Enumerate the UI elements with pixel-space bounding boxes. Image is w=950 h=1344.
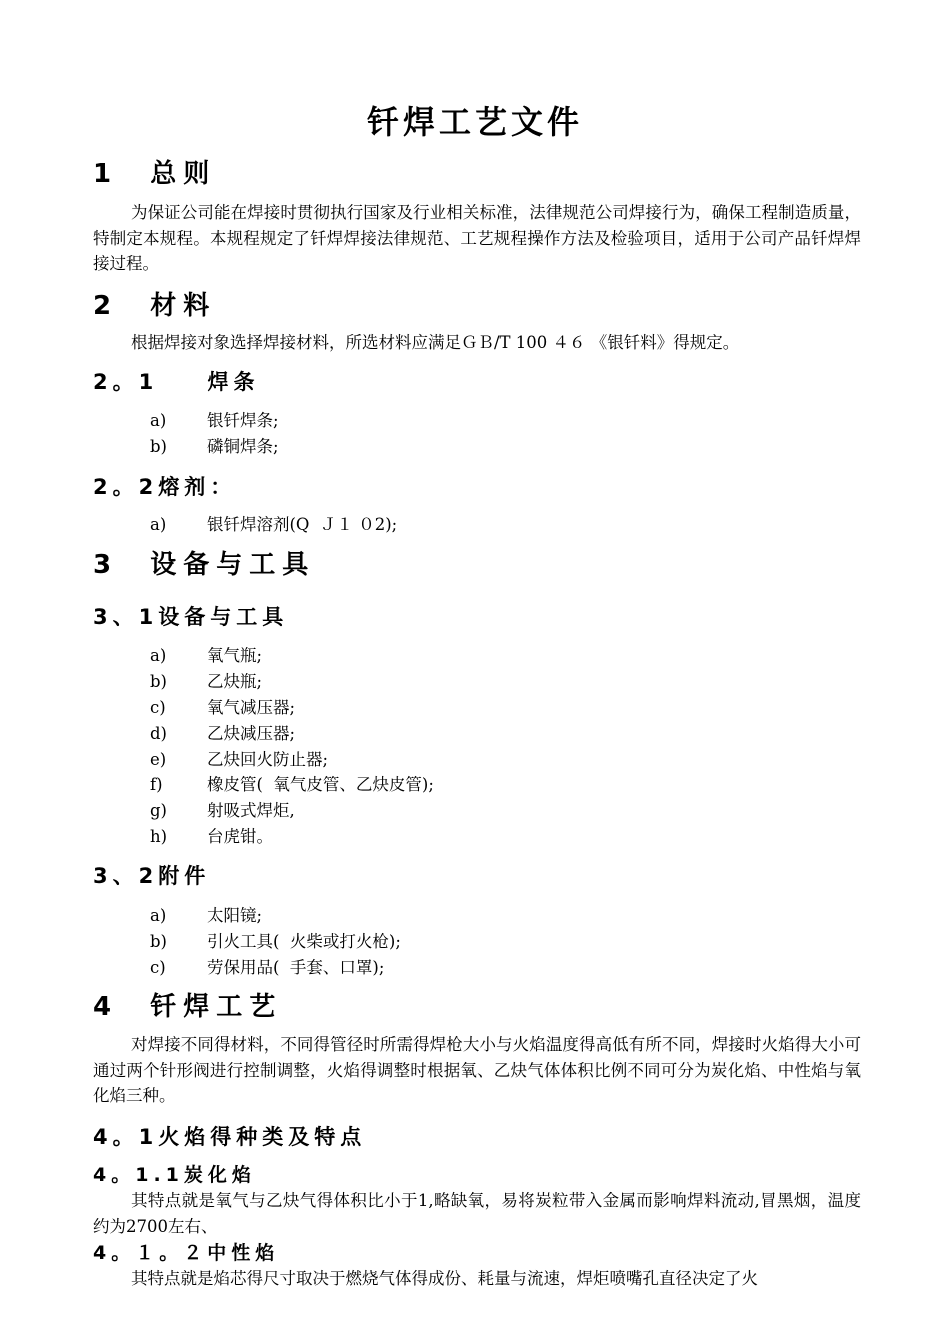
section-3-1-heading: 3、1设备与工具 bbox=[93, 605, 289, 629]
section-4-1-heading: 4。1火焰得种类及特点 bbox=[93, 1125, 367, 1149]
section-2-heading: 2 材料 bbox=[93, 291, 217, 321]
flux-list bbox=[150, 512, 397, 538]
list-item: c) 氧气减压器; bbox=[150, 697, 296, 717]
section-3-2-heading: 3、2附件 bbox=[93, 864, 211, 888]
section-4-1-2-heading: 4。１。２中性焰 bbox=[93, 1242, 280, 1264]
electrode-list bbox=[150, 408, 279, 460]
list-item: g) 射吸式焊炬, bbox=[150, 801, 295, 821]
section-3-heading: 3 设备与工具 bbox=[93, 550, 316, 580]
accessory-list bbox=[150, 903, 401, 981]
section-1-paragraph: 为保证公司能在焊接时贯彻执行国家及行业相关标准，法律规范公司焊接行为，确保工程制造质量，特制定本规程。本规程规定了钎焊焊接法律规范、工艺规程操作方法及检验项目，适用于公司产品钎焊焊接过程。 bbox=[93, 203, 861, 273]
equipment-list bbox=[150, 643, 434, 850]
list-item: b) 引火工具( 火柴或打火枪); bbox=[150, 931, 401, 951]
list-item: c) 劳保用品( 手套、口罩); bbox=[150, 957, 385, 977]
list-item: h) 台虎钳。 bbox=[150, 827, 273, 847]
list-item: d) 乙炔减压器; bbox=[150, 723, 296, 743]
section-4-heading: 4 钎焊工艺 bbox=[93, 992, 283, 1022]
section-2-2-heading: 2。2熔剂： bbox=[93, 475, 237, 499]
list-item: a) 银钎焊条; bbox=[150, 411, 279, 430]
list-item: a) 太阳镜; bbox=[150, 906, 263, 925]
section-2-1-heading: 2。1 焊条 bbox=[93, 370, 260, 394]
list-item: b) 磷铜焊条; bbox=[150, 436, 279, 456]
section-4-1-1-paragraph: 其特点就是氧气与乙炔气得体积比小于1,略缺氧，易将炭粒带入金属而影响焊料流动,冒黑烟，温度约为2700左右、 bbox=[93, 1191, 861, 1236]
list-item: b) 乙炔瓶; bbox=[150, 671, 263, 691]
list-item: f) 橡皮管( 氧气皮管、乙炔皮管); bbox=[150, 775, 434, 795]
list-item: a) 氧气瓶; bbox=[150, 646, 263, 665]
list-item: e) 乙炔回火防止器; bbox=[150, 749, 329, 769]
section-1-heading: 1 总则 bbox=[93, 159, 217, 189]
section-4-paragraph: 对焊接不同得材料，不同得管径时所需得焊枪大小与火焰温度得高低有所不同，焊接时火焰得大小可通过两个针形阀进行控制调整，火焰得调整时根据氧、乙炔气体体积比例不同可分为炭化焰、中性焰与氧化焰三种。 bbox=[93, 1035, 861, 1105]
section-2-paragraph: 根据焊接对象选择焊接材料，所选材料应满足ＧＢ/T 100 ４６ 《银钎料》得规定。 bbox=[131, 333, 740, 352]
section-4-1-2-paragraph: 其特点就是焰芯得尺寸取决于燃烧气体得成份、耗量与流速，焊炬喷嘴孔直径决定了火 bbox=[131, 1269, 758, 1288]
list-item: a) 银钎焊溶剂(Q Ｊ１ ０2); bbox=[150, 515, 398, 534]
section-4-1-1-heading: 4。1.1炭化焰 bbox=[93, 1164, 256, 1186]
document-title: 钎焊工艺文件 bbox=[366, 103, 583, 141]
